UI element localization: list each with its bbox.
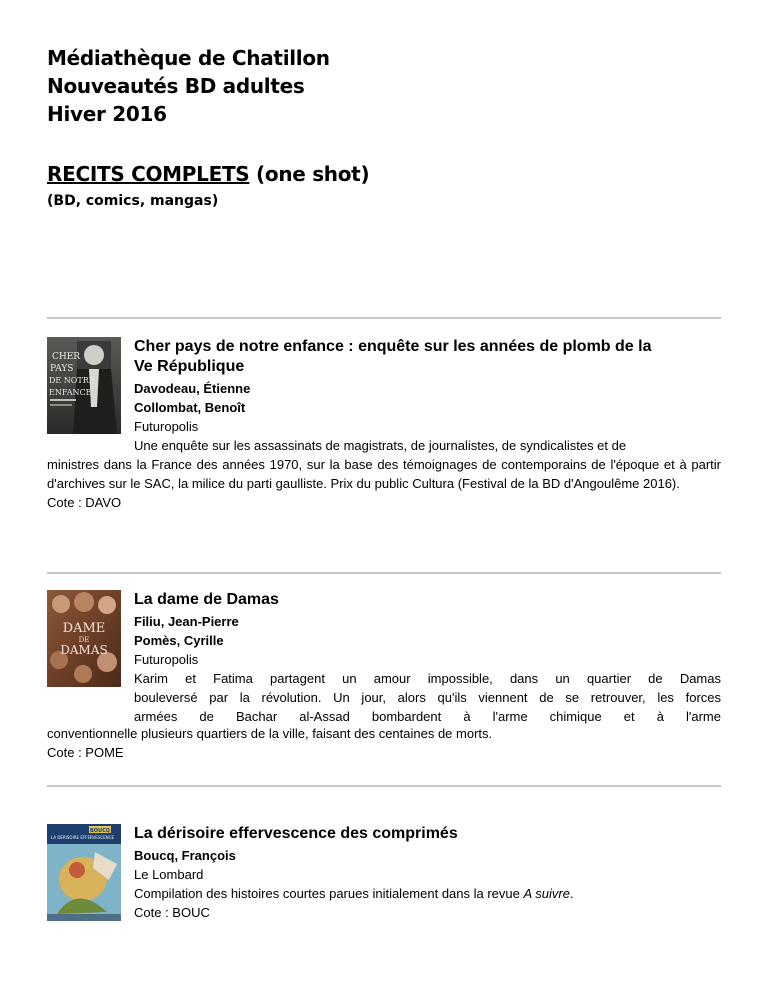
svg-text:ENFANCE: ENFANCE — [49, 388, 92, 397]
book-description — [134, 884, 721, 903]
library-name: Médiathèque de Chatillon — [47, 46, 330, 70]
description-text: ministres dans la France des années 1970, sur la base des témoignages de contemporains de l'époque et à partir d'archives sur le SAC, la milice du parti gaulliste. Prix du public Cultura (Festival de la BD d'Angoulême 2016). — [47, 457, 721, 491]
magazine-title: A suivre — [523, 886, 570, 901]
description-end: . — [569, 886, 574, 901]
svg-text:DE NOTRE: DE NOTRE — [49, 376, 95, 385]
book-title[interactable] — [134, 337, 721, 377]
book-title-line: Cher pays de notre enfance : enquête sur les années de plomb de la — [134, 338, 652, 355]
separator-rule — [47, 572, 721, 574]
book-title[interactable]: La dérisoire effervescence des comprimés — [134, 825, 458, 842]
description-line: bouleversé par la révolution. Un jour, alors qu'ils viennent de se retrouver, les forces — [134, 690, 721, 705]
publisher: Le Lombard — [134, 867, 204, 882]
publisher: Futuropolis — [134, 419, 199, 434]
book-title[interactable]: La dame de Damas — [134, 591, 279, 608]
shelf-mark: Cote : BOUC — [134, 905, 210, 920]
cover-author-text: BOUCQ — [89, 828, 111, 834]
svg-text:DAMAS: DAMAS — [60, 643, 108, 657]
document-header — [47, 44, 330, 128]
section-title — [47, 160, 369, 188]
description-line: armées de Bachar al-Assad bombardent à l'arme chimique et à l'arme — [134, 709, 721, 724]
svg-text:DE: DE — [78, 636, 90, 644]
description-line: Une enquête sur les assassinats de magistrats, de journalistes, de syndicalistes et de — [134, 438, 627, 453]
cover-title-text: DAME — [62, 621, 106, 636]
cover-title-text: LA DERISOIRE EFFERVESCENCE — [51, 835, 114, 840]
book-cover-image[interactable] — [47, 337, 121, 434]
description-text: conventionnelle plusieurs quartiers de la ville, faisant des centaines de morts. — [47, 726, 493, 741]
section-title-main: RECITS COMPLETS — [47, 162, 250, 186]
author-name: Davodeau, Étienne — [134, 381, 251, 396]
author-name: Pomès, Cyrille — [134, 633, 224, 648]
book-description — [47, 436, 721, 512]
list-title: Nouveautés BD adultes — [47, 74, 305, 98]
author-name: Boucq, François — [134, 848, 236, 863]
book-title-line: Ve République — [134, 358, 245, 375]
book-description — [47, 724, 721, 762]
cover-title-text: CHER — [52, 352, 81, 362]
publisher: Futuropolis — [134, 652, 199, 667]
book-cover-image[interactable] — [47, 590, 121, 687]
shelf-mark: Cote : POME — [47, 745, 124, 760]
season: Hiver 2016 — [47, 102, 167, 126]
section-title-rest: (one shot) — [249, 162, 370, 186]
author-name: Collombat, Benoît — [134, 400, 246, 415]
section-subtitle: (BD, comics, mangas) — [47, 193, 219, 209]
book-cover-image[interactable] — [47, 824, 121, 921]
separator-rule — [47, 317, 721, 319]
description-line: Karim et Fatima partagent un amour impossible, dans un quartier de Damas — [134, 671, 721, 686]
svg-text:PAYS: PAYS — [50, 364, 74, 374]
shelf-mark: Cote : DAVO — [47, 495, 122, 510]
separator-rule — [47, 785, 721, 787]
description-text: Compilation des histoires courtes parues initialement dans la revue — [134, 886, 524, 901]
author-name: Filiu, Jean-Pierre — [134, 614, 239, 629]
